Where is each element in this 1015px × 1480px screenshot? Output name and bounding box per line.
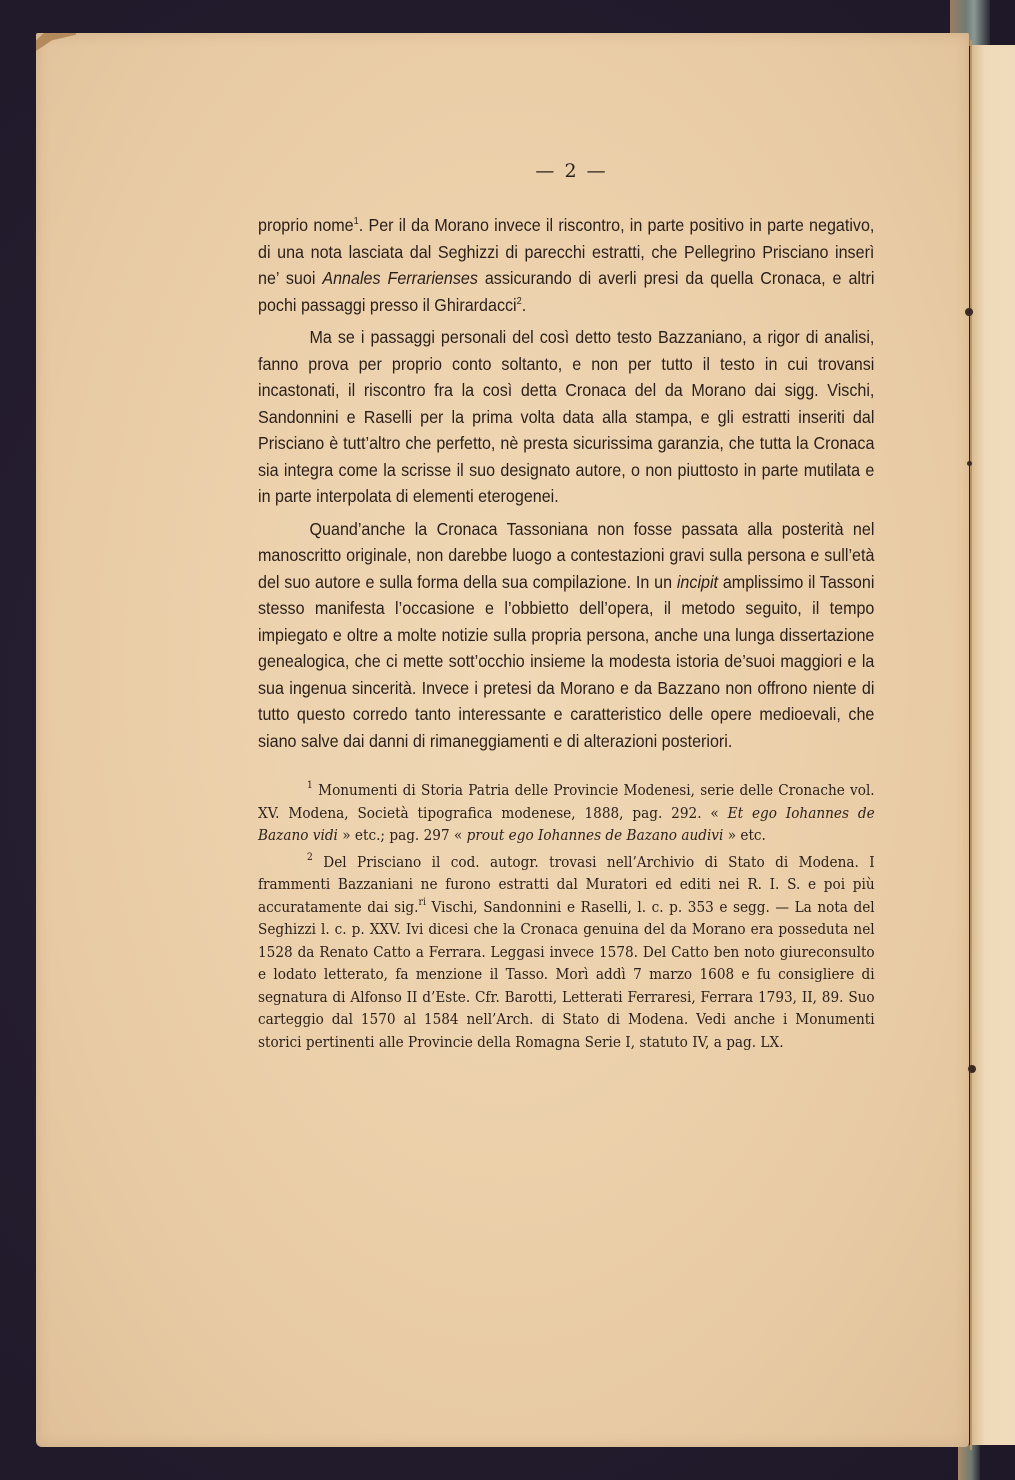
text-run: » etc.; pag. 297 « — [337, 828, 467, 844]
paragraph — [258, 212, 874, 318]
text-run: amplissimo il Tassoni stesso manifesta l’occasione e l’obbietto dell’opera, il metodo seguito, il tempo impiegato e oltre a molte notizie sulla propria persona, anche una lunga dissertazione genealogica, che ci mette sott’occhio insieme la modesta istoria de’suoi maggiori e la sua ingenua sincerità. Invece i pretesi da Morano e da Bazzano non offrono niente di tutto questo corredo tanto interessante e caratteristico delle opere medioevali, che siano salve dai danni di rimaneggiamenti e di alterazioni posteriori. — [258, 571, 875, 751]
italic-text: Annales Ferrarienses — [322, 268, 478, 288]
footnote — [258, 780, 875, 848]
paragraph — [258, 324, 874, 510]
book-binding-bottom — [958, 1445, 980, 1480]
page-content — [258, 160, 875, 1054]
paragraph — [258, 516, 874, 755]
binding-hole — [965, 308, 973, 316]
body-text — [258, 212, 875, 754]
text-run: assicurando di averli presi da quella Cronaca, e altri pochi passaggi presso il Ghirardacci — [258, 268, 875, 315]
footnote-marker: ri — [418, 896, 426, 908]
text-run: Monumenti di Storia Patria delle Provincie Modenesi, serie delle Cronache vol. XV. Modena, Società tipografica modenese, 1888, pag. 292. « — [258, 783, 875, 822]
footnotes — [258, 780, 875, 1054]
page-number: — 2 — — [535, 160, 608, 182]
page-gutter — [970, 40, 972, 1450]
footnote-marker: 1 — [306, 780, 313, 791]
footnote — [258, 852, 875, 1055]
text-run: proprio nome — [258, 215, 354, 235]
italic-text: Et ego Iohannes de Bazano vidi — [258, 805, 875, 844]
footnote-marker: 2 — [516, 295, 522, 307]
binding-hole — [967, 461, 972, 466]
footnote-marker: 1 — [353, 216, 359, 227]
text-run: . — [521, 294, 527, 315]
text-run: . Per il da Morano invece il riscontro, in parte positivo in parte negativo, di una nota lasciata dal Seghizzi di parecchi estratti, che Pellegrino Prisciano inserì ne’ suoi — [258, 215, 875, 288]
text-run: Quand’anche la Cronaca Tassoniana non fosse passata alla posterità nel manoscritto originale, non darebbe luogo a contestazioni gravi sulla persona e sull’età del suo autore e sulla forma della sua compilazione. In un — [258, 518, 875, 592]
text-run: » etc. — [723, 828, 766, 844]
text-run: Ma se i passaggi personali del così detto testo Bazzaniano, a rigor di analisi, fanno prova per proprio conto soltanto, e non per tutto il testo in cui trovansi incastonati, il riscontro fra la così detta Cronaca del da Morano dai sigg. Vischi, Sandonnini e Raselli per la prima volta data alla stampa, e gli estratti inseriti dal Prisciano è tutt’altro che perfetto, nè presta sicurissima garanzia, che tutta la Cronaca sia integra come la scrisse il suo designato autore, o non piuttosto in parte mutilata e in parte interpolata di elementi eterogenei. — [258, 327, 875, 506]
italic-text: prout ego Iohannes de Bazano audivi — [466, 828, 724, 844]
italic-text: incipit — [676, 571, 719, 592]
facing-page-edge — [972, 45, 1015, 1445]
binding-hole — [968, 1065, 976, 1073]
text-run: Vischi, Sandonnini e Raselli, l. c. p. 353 e segg. — La nota del Seghizzi l. c. p. XXV. Ivi dicesi che la Cronaca genuina del da Morano era posseduta nel 1528 da Renato Catto a Ferrara. Leggasi invece 1578. Del Catto ben noto giureconsulto e lodato letterato, fa menzione il Tasso. Morì addì 7 marzo 1608 e fu consigliere di segnatura di Alfonso II d’Este. Cfr. Barotti, Letterati Ferraresi, Ferrara 1793, II, 89. Suo carteggio dal 1570 al 1584 nell’Arch. di Stato di Modena. Vedi anche i Monumenti storici pertinenti alle Provincie della Romagna Serie I, statuto IV, a pag. LX. — [258, 899, 875, 1051]
footnote-marker: 2 — [306, 851, 313, 863]
text-run: Del Prisciano il cod. autogr. trovasi nell’Archivio di Stato di Modena. I frammenti Bazzaniani ne furono estratti dal Muratori ed editi nei R. I. S. e poi più accuratamente dai sig. — [258, 854, 875, 916]
